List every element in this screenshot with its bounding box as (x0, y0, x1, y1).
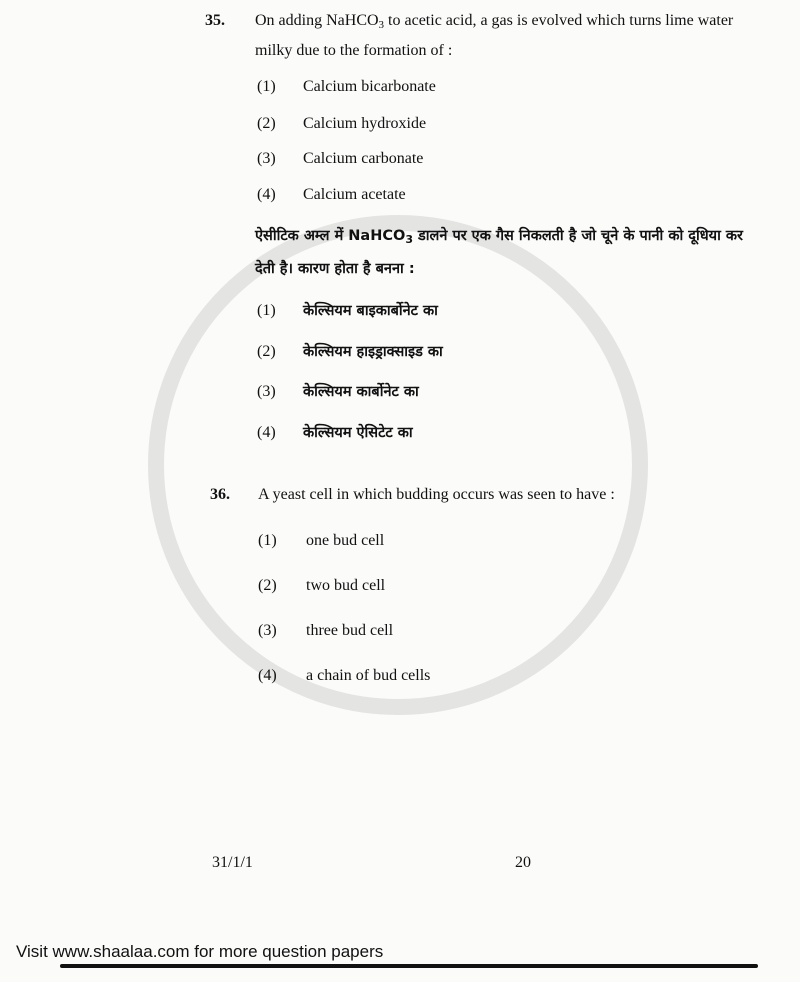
option-number: (3) (257, 383, 276, 400)
watermark-logo (148, 215, 648, 715)
option-text: two bud cell (306, 577, 386, 594)
page-number: 20 (515, 854, 531, 871)
option-number: (1) (257, 302, 276, 319)
hindi-question-line: देती है। कारण होता है बनना : (255, 261, 415, 277)
option-number: (2) (257, 343, 276, 360)
option-number: (3) (257, 150, 276, 167)
question-number: 35. (205, 12, 225, 29)
question-number: 36. (210, 486, 230, 503)
option-number: (4) (258, 667, 277, 684)
hindi-option-text: केल्सियम कार्बोनेट का (303, 384, 419, 400)
hindi-option-text: केल्सियम हाइड्राक्साइड का (303, 344, 443, 360)
option-text: a chain of bud cells (306, 667, 431, 684)
option-text: Calcium acetate (303, 186, 406, 203)
hindi-question-line: ऐसीटिक अम्ल में NaHCO$_3$ डालने पर एक गैस निकलती है जो चूने के पानी को दूधिया कर (255, 228, 743, 246)
question-text-line: On adding NaHCO$_3$ to acetic acid, a gas is evolved which turns lime water (255, 12, 734, 31)
option-text: one bud cell (306, 532, 385, 549)
option-text: Calcium hydroxide (303, 115, 427, 132)
paper-code: 31/1/1 (212, 854, 253, 871)
question-text-line: A yeast cell in which budding occurs was seen to have : (258, 486, 615, 503)
option-text: Calcium bicarbonate (303, 78, 436, 95)
option-text: three bud cell (306, 622, 394, 639)
option-number: (2) (257, 115, 276, 132)
option-number: (3) (258, 622, 277, 639)
question-text-line: milky due to the formation of : (255, 42, 453, 59)
option-text: Calcium carbonate (303, 150, 424, 167)
option-number: (1) (258, 532, 277, 549)
option-number: (1) (257, 78, 276, 95)
hindi-option-text: केल्सियम बाइकार्बोनेट का (303, 303, 438, 319)
hindi-option-text: केल्सियम ऐसिटेट का (303, 425, 413, 441)
option-number: (4) (257, 424, 276, 441)
option-number: (2) (258, 577, 277, 594)
footer-rule (60, 964, 758, 968)
visit-link[interactable]: Visit www.shaalaa.com for more question papers (16, 942, 384, 961)
option-number: (4) (257, 186, 276, 203)
